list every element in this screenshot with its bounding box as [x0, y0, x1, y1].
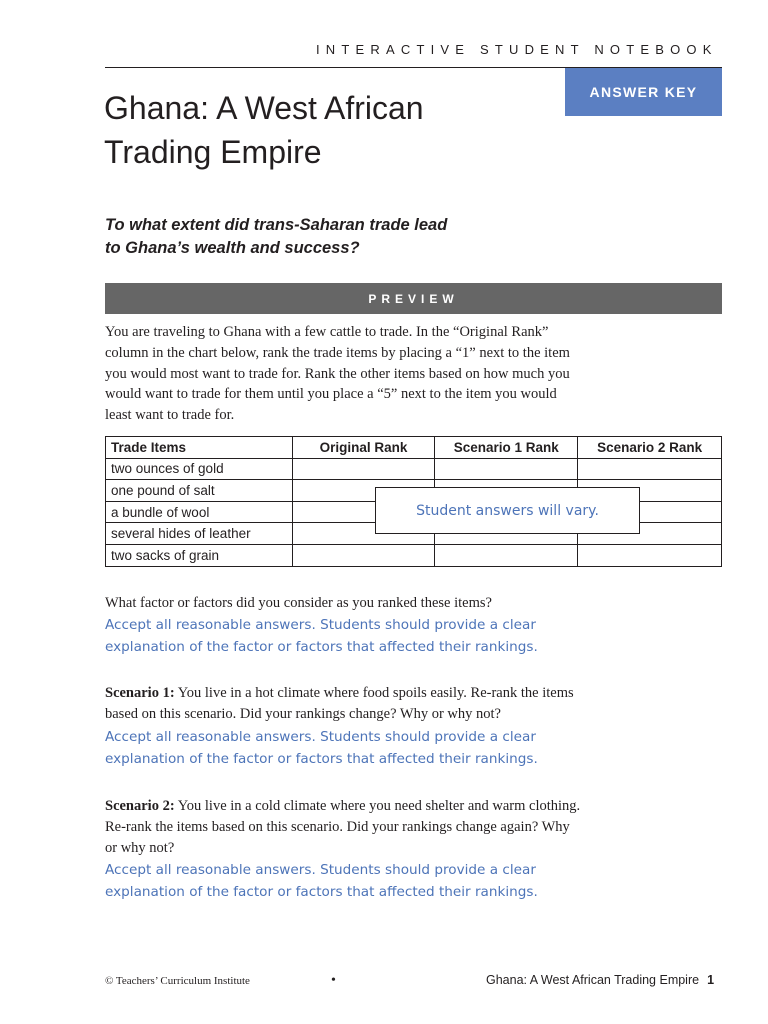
- trade-item-cell: two ounces of gold: [106, 458, 293, 480]
- page-number: 1: [707, 973, 715, 987]
- intro-line: column in the chart below, rank the trade items by placing a “1” next to the item: [105, 344, 570, 361]
- scenario-2-text: You live in a cold climate where you need shelter and warm clothing.: [174, 798, 581, 814]
- intro-line: you would most want to trade for. Rank the other items based on how much you: [105, 365, 570, 382]
- question-line: based on this scenario. Did your rankings change? Why or why not?: [105, 705, 501, 722]
- scenario-1-text: You live in a hot climate where food spoils easily. Re-rank the items: [174, 685, 574, 701]
- answer-line-2: explanation of the factor or factors that affected their rankings.: [105, 639, 538, 655]
- answer-line-1: Accept all reasonable answers. Students should provide a clear: [105, 862, 536, 878]
- essential-question-line-1: To what extent did trans-Saharan trade lead: [105, 216, 448, 234]
- title-line-1: Ghana: A West African: [104, 90, 424, 126]
- answer-line-1: Accept all reasonable answers. Students should provide a clear: [105, 729, 536, 745]
- intro-line: You are traveling to Ghana with a few cattle to trade. In the “Original Rank”: [105, 324, 549, 340]
- intro-line: would want to trade for them until you place a “5” next to the item you would: [105, 386, 557, 403]
- question-line: Re-rank the items based on this scenario. Did your rankings change again? Why: [105, 818, 570, 835]
- table-row: [106, 544, 722, 566]
- footer-title-text: Ghana: A West African Trading Empire: [486, 973, 700, 987]
- original-rank-cell[interactable]: [292, 544, 435, 566]
- trade-item-cell: one pound of salt: [106, 480, 293, 502]
- trade-item-cell: several hides of leather: [106, 523, 293, 545]
- scenario-2-label: Scenario 2:: [105, 798, 175, 814]
- trade-item-cell: a bundle of wool: [106, 501, 293, 523]
- column-header-trade-items: Trade Items: [106, 437, 293, 459]
- intro-paragraph: [105, 322, 615, 426]
- page-title: [104, 86, 554, 174]
- question-line: or why not?: [105, 839, 175, 856]
- scenario-1-rank-cell[interactable]: [435, 544, 578, 566]
- student-answers-note: Student answers will vary.: [375, 487, 640, 534]
- answer-scenario-2: [105, 859, 538, 903]
- answer-key-badge: ANSWER KEY: [565, 68, 722, 116]
- footer-separator: •: [331, 973, 336, 988]
- notebook-label: INTERACTIVE STUDENT NOTEBOOK: [316, 42, 718, 57]
- question-factors: [105, 593, 665, 614]
- column-header-scenario-2-rank: Scenario 2 Rank: [578, 437, 722, 459]
- scenario-1-rank-cell[interactable]: [435, 458, 578, 480]
- answer-scenario-1: [105, 726, 538, 770]
- title-line-2: Trading Empire: [104, 134, 322, 170]
- question-scenario-2: [105, 796, 665, 858]
- trade-item-cell: two sacks of grain: [106, 544, 293, 566]
- footer-title: [486, 973, 714, 987]
- answer-line-2: explanation of the factor or factors that affected their rankings.: [105, 751, 538, 767]
- essential-question-line-2: to Ghana’s wealth and success?: [105, 239, 360, 257]
- question-line: [105, 683, 665, 704]
- table-row: [106, 458, 722, 480]
- intro-line: least want to trade for.: [105, 407, 235, 424]
- footer-copyright: © Teachers’ Curriculum Institute: [105, 975, 250, 987]
- scenario-2-rank-cell[interactable]: [578, 544, 722, 566]
- scenario-1-label: Scenario 1:: [105, 685, 175, 701]
- answer-line-2: explanation of the factor or factors that affected their rankings.: [105, 884, 538, 900]
- essential-question: [105, 214, 565, 260]
- section-bar-preview: [105, 283, 722, 314]
- question-scenario-1: [105, 683, 665, 725]
- table-header-row: [106, 437, 722, 459]
- column-header-original-rank: Original Rank: [292, 437, 435, 459]
- question-line: [105, 796, 665, 817]
- answer-factors: [105, 614, 538, 658]
- column-header-scenario-1-rank: Scenario 1 Rank: [435, 437, 578, 459]
- answer-line-1: Accept all reasonable answers. Students should provide a clear: [105, 617, 536, 633]
- section-label: PREVIEW: [368, 291, 459, 306]
- scenario-2-rank-cell[interactable]: [578, 458, 722, 480]
- question-line: What factor or factors did you consider as you ranked these items?: [105, 595, 492, 611]
- original-rank-cell[interactable]: [292, 458, 435, 480]
